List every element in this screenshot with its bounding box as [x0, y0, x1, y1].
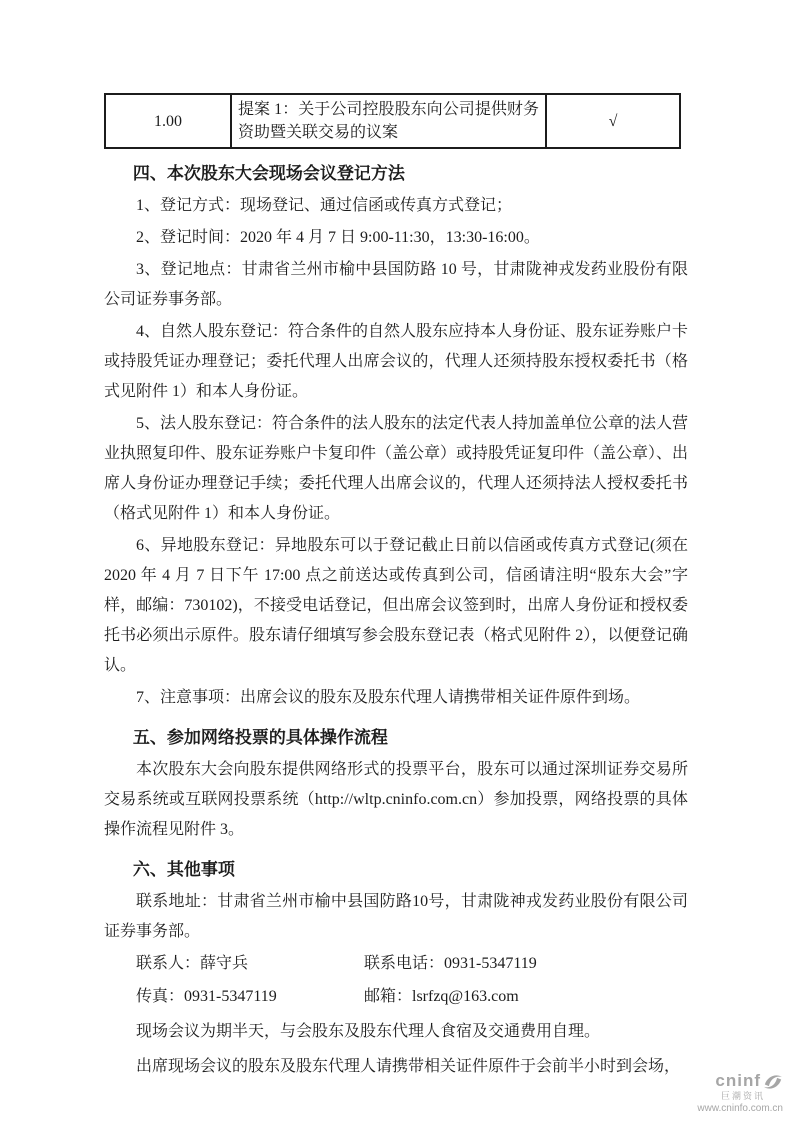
contact-person: 联系人：薛守兵 — [136, 955, 249, 972]
cninfo-url: www.cninfo.com.cn — [697, 1103, 783, 1114]
cninfo-brand-text: cninf — [715, 1071, 761, 1091]
contact-row-person — [104, 947, 688, 980]
proposal-code: 1.00 — [154, 112, 182, 130]
section6-note-1: 现场会议为期半天，与会股东及股东代理人食宿及交通费用自理。 — [136, 1023, 601, 1040]
cninfo-brand-row — [697, 1072, 783, 1091]
contact-email: 邮箱：lsrfzq@163.com — [364, 988, 519, 1005]
proposal-title: 提案 1：关于公司控股股东向公司提供财务资助暨关联交易的议案 — [238, 101, 539, 141]
section4-item-5: 5、法人股东登记：符合条件的法人股东的法定代表人持加盖单位公章的法人营业执照复印件、股东证券账户卡复印件（盖公章）或持股凭证复印件（盖公章）、出席人身份证办理登记手续；委托代理人出席会议的，代理人还须持法人授权委托书（格式见附件 1）和本人身份证。 — [104, 415, 689, 522]
proposal-check-cell — [547, 95, 679, 147]
contact-row-fax — [104, 980, 688, 1013]
section4-item-2: 2、登记时间：2020 年 4 月 7 日 9:00-11:30，13:30-16:00。 — [136, 229, 540, 246]
cninfo-watermark — [697, 1072, 783, 1114]
section6-note-2: 出席现场会议的股东及股东代理人请携带相关证件原件于会前半小时到会场， — [136, 1058, 681, 1075]
section6-address: 联系地址：甘肃省兰州市榆中县国防路10号，甘肃陇神戎发药业股份有限公司证券事务部。 — [104, 893, 688, 940]
contact-fax: 传真：0931-5347119 — [136, 988, 277, 1005]
cninfo-brand-cn: 巨潮资讯 — [720, 1091, 765, 1102]
section5-heading: 五、参加网络投票的具体操作流程 — [132, 728, 388, 747]
proposal-table — [104, 93, 681, 149]
section4-item-7: 7、注意事项：出席会议的股东及股东代理人请携带相关证件原件到场。 — [136, 689, 641, 706]
section6-heading: 六、其他事项 — [132, 860, 235, 879]
section5-paragraph: 本次股东大会向股东提供网络形式的投票平台，股东可以通过深圳证券交易所交易系统或互联网投票系统（http://wltp.cninfo.com.cn）参加投票，网络投票的具体操作流程见附件 3。 — [104, 761, 688, 838]
section4-item-6: 6、异地股东登记：异地股东可以于登记截止日前以信函或传真方式登记(须在 2020 年 4 月 7 日下午 17:00 点之前送达或传真到公司，信函请注明“股东大会”字样，邮编：730102)，不接受电话登记，但出席会议签到时，出席人身份证和授权委托书必须出示原件。股东请仔细填写参会股东登记表（格式见附件 2），以便登记确认。 — [104, 537, 688, 674]
section4-item-1: 1、登记方式：现场登记、通过信函或传真方式登记； — [136, 197, 513, 214]
section4-item-4: 4、自然人股东登记：符合条件的自然人股东应持本人身份证、股东证券账户卡或持股凭证办理登记；委托代理人出席会议的，代理人还须持股东授权委托书（格式见附件 1）和本人身份证。 — [104, 323, 689, 400]
document-content — [104, 93, 688, 1083]
section4-heading: 四、本次股东大会现场会议登记方法 — [132, 164, 405, 183]
contact-phone: 联系电话：0931-5347119 — [364, 955, 537, 972]
section4-item-3: 3、登记地点：甘肃省兰州市榆中县国防路 10 号，甘肃陇神戎发药业股份有限公司证券事务部。 — [104, 261, 688, 308]
proposal-code-cell — [106, 95, 232, 147]
checkmark-icon: √ — [608, 112, 618, 130]
proposal-title-cell — [232, 95, 547, 147]
cninfo-swirl-icon — [763, 1073, 783, 1091]
